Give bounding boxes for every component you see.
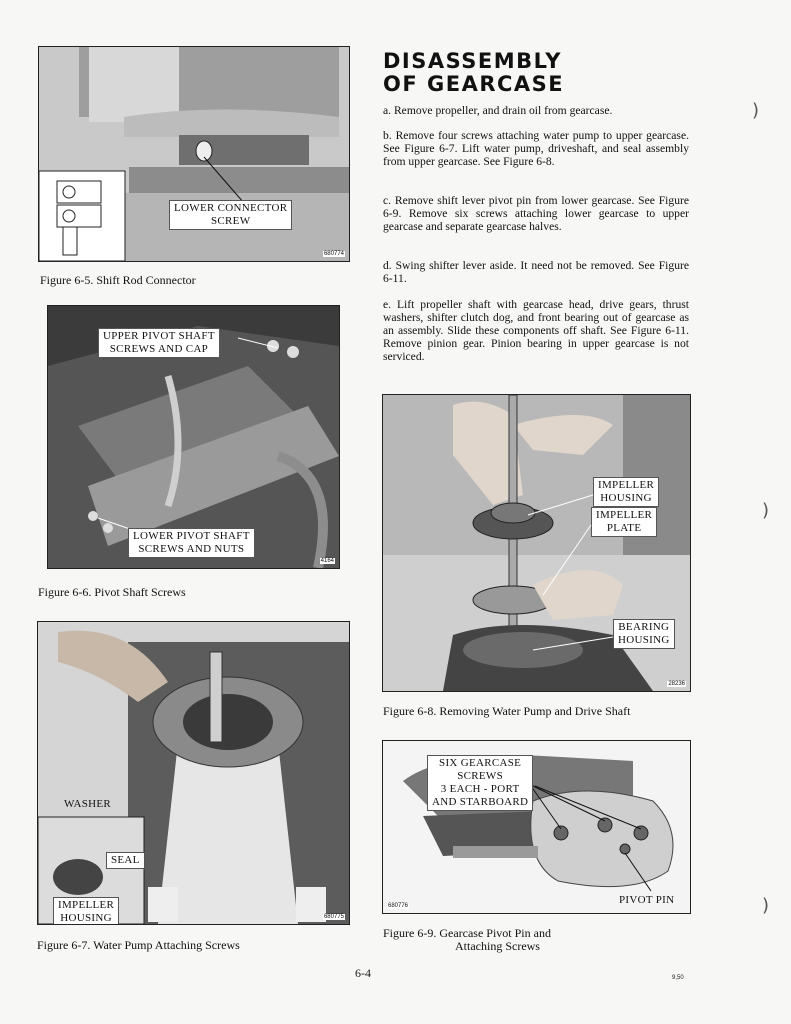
label-line: 3 EACH - PORT — [440, 783, 520, 795]
label-line: IMPELLER — [598, 479, 655, 491]
label-line: IMPELLER — [58, 899, 115, 911]
figure-6-5 — [38, 46, 350, 262]
figure-6-9-caption — [383, 927, 551, 953]
step-b: b. Remove four screws attaching water pump to upper gearcase. See Figure 6-7. Lift water pump, driveshaft, and seal assembly from upper gearcase. See Figure 6-8. — [383, 129, 689, 168]
upper-pivot-shaft-label — [98, 328, 220, 358]
photo-number: 680775 — [323, 914, 344, 920]
figure-6-8 — [382, 394, 691, 692]
label-line: HOUSING — [600, 492, 652, 504]
figure-6-8-caption: Figure 6-8. Removing Water Pump and Drive Shaft — [383, 704, 631, 718]
binder-hole-mark: ) — [762, 500, 770, 521]
water-pump-photo — [38, 622, 349, 924]
label-line: SCREWS AND NUTS — [138, 543, 245, 555]
label-line: SCREWS AND CAP — [109, 343, 209, 355]
title-line: OF GEARCASE — [383, 72, 565, 96]
photo-number: 28236 — [668, 681, 685, 687]
figure-6-6-caption: Figure 6-6. Pivot Shaft Screws — [38, 585, 186, 599]
binder-hole-mark: ) — [752, 100, 760, 121]
label-line: PLATE — [606, 522, 642, 534]
binder-hole-mark: ) — [762, 895, 770, 916]
washer-label — [60, 797, 115, 812]
figure-6-7-caption: Figure 6-7. Water Pump Attaching Screws — [37, 938, 240, 952]
label-line: HOUSING — [60, 912, 112, 924]
label-line: SEAL — [111, 854, 140, 866]
label-line: SCREW — [210, 215, 251, 227]
step-e: e. Lift propeller shaft with gearcase head, drive gears, thrust washers, shifter clutch dog, and front bearing out of gearcase as an assembly. Slide these components off shaft. See Figure 6-11. Remove pinion gear. Pinion bearing in upper gearcase is not serviced. — [383, 298, 689, 363]
label-line: UPPER PIVOT SHAFT — [103, 330, 215, 342]
photo-number: 4164 — [320, 558, 334, 564]
label-line: LOWER CONNECTOR — [174, 202, 288, 214]
doc-number: 9,50 — [672, 975, 684, 981]
figure-6-9 — [382, 740, 691, 914]
figure-6-6 — [47, 305, 340, 569]
page-number: 6-4 — [355, 966, 371, 980]
label-line: WASHER — [64, 798, 112, 810]
lower-connector-screw-label — [169, 200, 292, 230]
step-d: d. Swing shifter lever aside. It need not be removed. See Figure 6-11. — [383, 259, 689, 285]
impeller-housing-label — [593, 477, 659, 507]
photo-number: 680774 — [323, 251, 344, 257]
label-line: BEARING — [618, 621, 670, 633]
impeller-plate-label — [591, 507, 657, 537]
label-line: AND STARBOARD — [432, 796, 529, 808]
figure-6-7 — [37, 621, 350, 925]
bearing-housing-label — [613, 619, 675, 649]
label-line: SCREWS — [457, 770, 504, 782]
label-line: HOUSING — [618, 634, 670, 646]
title-line: DISASSEMBLY — [383, 49, 562, 73]
seal-label — [106, 852, 145, 869]
label-line: PIVOT PIN — [619, 894, 675, 906]
photo-number: 680776 — [388, 903, 409, 909]
six-gearcase-screws-label — [427, 755, 533, 811]
pivot-pin-label — [615, 893, 678, 908]
section-title — [383, 50, 564, 96]
step-a: a. Remove propeller, and drain oil from gearcase. — [383, 104, 613, 117]
impeller-housing-label — [53, 897, 119, 925]
label-line: LOWER PIVOT SHAFT — [133, 530, 250, 542]
caption-line: Figure 6-9. Gearcase Pivot Pin and — [383, 926, 551, 940]
label-line: IMPELLER — [596, 509, 653, 521]
caption-line: Attaching Screws — [455, 939, 540, 953]
label-line: SIX GEARCASE — [439, 757, 522, 769]
lower-pivot-shaft-label — [128, 528, 255, 558]
figure-6-5-caption: Figure 6-5. Shift Rod Connector — [40, 273, 196, 287]
step-c: c. Remove shift lever pivot pin from lower gearcase. See Figure 6-9. Remove six screws attaching lower gearcase to upper gearcase and separate gearcase halves. — [383, 194, 689, 233]
